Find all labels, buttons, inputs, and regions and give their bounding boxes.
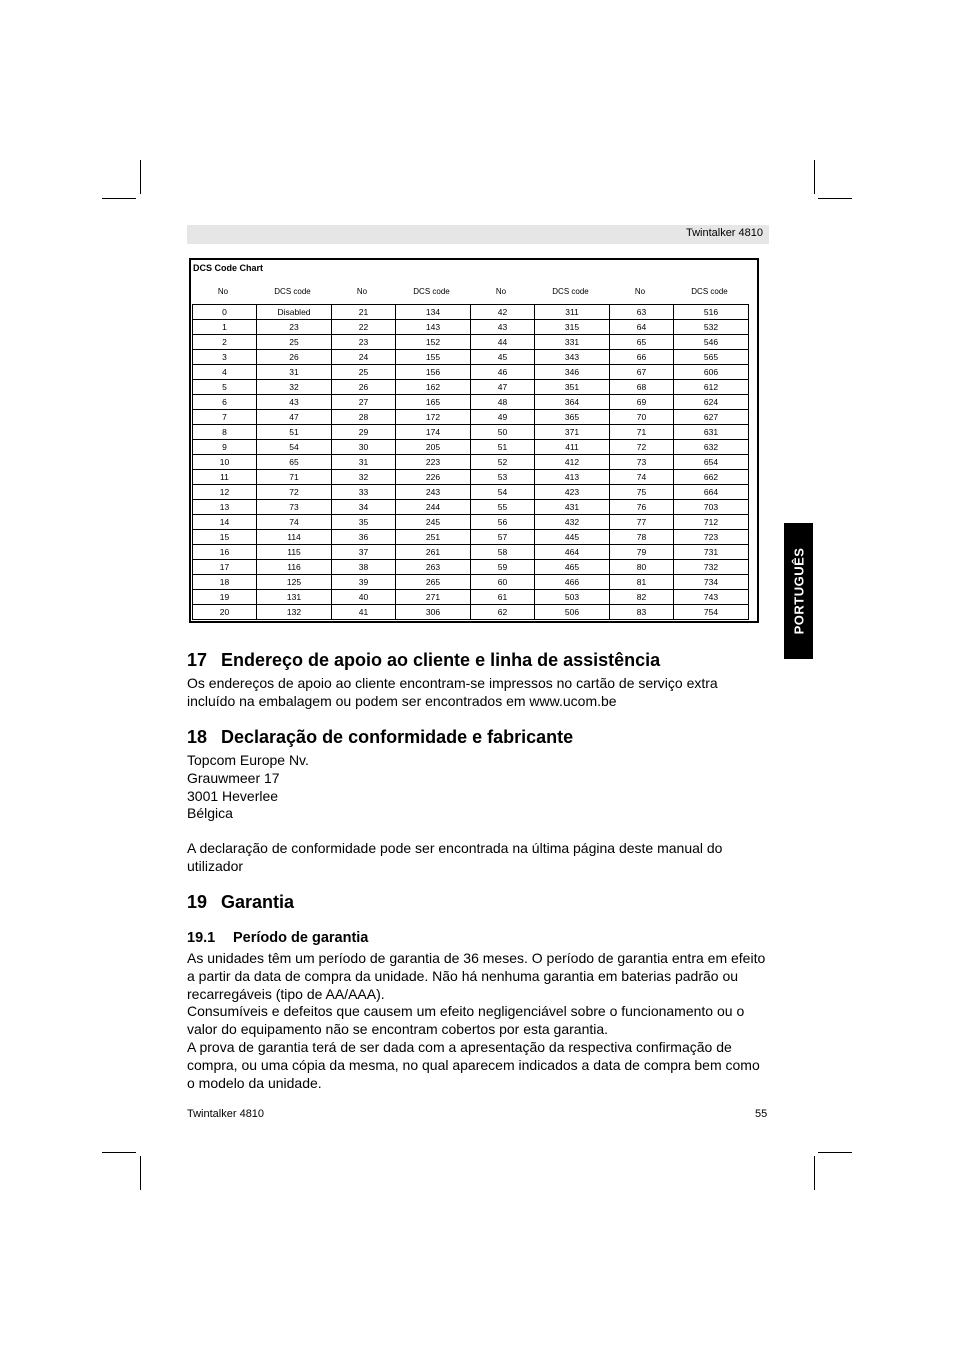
- channel-number-cell: 41: [332, 605, 396, 620]
- dcs-code-cell: 25: [257, 335, 332, 350]
- channel-number-cell: 78: [610, 530, 674, 545]
- crop-mark: [140, 160, 141, 194]
- channel-number-cell: 34: [332, 500, 396, 515]
- table-row: [193, 335, 749, 350]
- channel-number-cell: 81: [610, 575, 674, 590]
- channel-number-cell: 28: [332, 410, 396, 425]
- channel-number-cell: 29: [332, 425, 396, 440]
- dcs-code-cell: 156: [396, 365, 471, 380]
- channel-number-cell: 19: [193, 590, 257, 605]
- crop-mark: [102, 1152, 136, 1153]
- dcs-column-header: DCS code: [691, 287, 728, 296]
- dcs-code-cell: 244: [396, 500, 471, 515]
- dcs-code-cell: 364: [535, 395, 610, 410]
- table-row: [193, 500, 749, 515]
- header-title: Twintalker 4810: [685, 227, 763, 239]
- channel-number-cell: 10: [193, 455, 257, 470]
- channel-number-cell: 22: [332, 320, 396, 335]
- dcs-code-cell: 223: [396, 455, 471, 470]
- channel-number-cell: 47: [471, 380, 535, 395]
- dcs-code-cell: 466: [535, 575, 610, 590]
- table-row: [193, 455, 749, 470]
- dcs-code-cell: 431: [535, 500, 610, 515]
- channel-number-cell: 37: [332, 545, 396, 560]
- channel-number-cell: 23: [332, 335, 396, 350]
- channel-number-cell: 62: [471, 605, 535, 620]
- dcs-code-cell: 174: [396, 425, 471, 440]
- section-number: 18: [187, 727, 208, 747]
- dcs-code-cell: 632: [674, 440, 749, 455]
- text-line: Os endereços de apoio ao cliente encontram-se impressos no cartão de serviço extra: [187, 675, 718, 691]
- channel-number-cell: 16: [193, 545, 257, 560]
- text-line: Consumíveis e defeitos que causem um efeito negligenciável sobre o funcionamento ou o: [187, 1003, 745, 1020]
- footer-product-name: Twintalker 4810: [187, 1108, 265, 1120]
- section-title: Declaração de conformidade e fabricante: [221, 727, 574, 747]
- page-header: [187, 225, 769, 244]
- channel-number-cell: 31: [332, 455, 396, 470]
- channel-number-cell: 36: [332, 530, 396, 545]
- section-number: 17: [187, 650, 208, 670]
- channel-number-cell: 55: [471, 500, 535, 515]
- dcs-code-cell: 205: [396, 440, 471, 455]
- crop-mark: [814, 160, 815, 194]
- dcs-code-cell: 306: [396, 605, 471, 620]
- dcs-column-header: DCS code: [413, 287, 450, 296]
- channel-number-cell: 12: [193, 485, 257, 500]
- table-row: [193, 485, 749, 500]
- dcs-column-header: No: [634, 287, 646, 296]
- subsection-number: 19.1: [187, 930, 216, 946]
- section-title: Endereço de apoio ao cliente e linha de assistência: [221, 650, 661, 670]
- dcs-code-cell: 162: [396, 380, 471, 395]
- channel-number-cell: 30: [332, 440, 396, 455]
- table-row: [193, 530, 749, 545]
- dcs-code-cell: 734: [674, 575, 749, 590]
- channel-number-cell: 24: [332, 350, 396, 365]
- dcs-code-cell: 114: [257, 530, 332, 545]
- channel-number-cell: 83: [610, 605, 674, 620]
- channel-number-cell: 40: [332, 590, 396, 605]
- channel-number-cell: 5: [193, 380, 257, 395]
- channel-number-cell: 33: [332, 485, 396, 500]
- channel-number-cell: 20: [193, 605, 257, 620]
- dcs-code-cell: 116: [257, 560, 332, 575]
- address-line: 3001 Heverlee: [187, 787, 279, 804]
- dcs-code-cell: 516: [674, 305, 749, 320]
- dcs-code-cell: 445: [535, 530, 610, 545]
- dcs-code-cell: 315: [535, 320, 610, 335]
- channel-number-cell: 18: [193, 575, 257, 590]
- dcs-column-header: No: [356, 287, 368, 296]
- channel-number-cell: 8: [193, 425, 257, 440]
- channel-number-cell: 13: [193, 500, 257, 515]
- channel-number-cell: 48: [471, 395, 535, 410]
- section-18-text: [187, 840, 772, 876]
- dcs-code-cell: 251: [396, 530, 471, 545]
- dcs-code-cell: 263: [396, 560, 471, 575]
- dcs-code-cell: 546: [674, 335, 749, 350]
- channel-number-cell: 49: [471, 410, 535, 425]
- dcs-code-cell: 65: [257, 455, 332, 470]
- section-title: Garantia: [221, 892, 295, 912]
- channel-number-cell: 25: [332, 365, 396, 380]
- dcs-code-cell: 155: [396, 350, 471, 365]
- channel-number-cell: 75: [610, 485, 674, 500]
- table-row: [193, 560, 749, 575]
- dcs-code-cell: 411: [535, 440, 610, 455]
- table-row: [193, 515, 749, 530]
- dcs-code-cell: 172: [396, 410, 471, 425]
- dcs-code-cell: 265: [396, 575, 471, 590]
- channel-number-cell: 64: [610, 320, 674, 335]
- dcs-code-cell: 627: [674, 410, 749, 425]
- channel-number-cell: 7: [193, 410, 257, 425]
- crop-mark: [814, 1156, 815, 1190]
- channel-number-cell: 82: [610, 590, 674, 605]
- dcs-code-cell: 413: [535, 470, 610, 485]
- dcs-code-cell: 243: [396, 485, 471, 500]
- dcs-code-cell: 532: [674, 320, 749, 335]
- dcs-code-cell: 72: [257, 485, 332, 500]
- channel-number-cell: 35: [332, 515, 396, 530]
- text-line: compra, ou uma cópia da mesma, no qual aparecem indicados a data de compra bem como: [187, 1056, 760, 1073]
- subsection-title: Período de garantia: [233, 930, 369, 946]
- dcs-chart-header-row: [191, 286, 757, 298]
- dcs-code-cell: 565: [674, 350, 749, 365]
- channel-number-cell: 53: [471, 470, 535, 485]
- channel-number-cell: 56: [471, 515, 535, 530]
- section-17-heading: [187, 650, 660, 671]
- dcs-code-cell: 503: [535, 590, 610, 605]
- dcs-code-cell: 743: [674, 590, 749, 605]
- dcs-code-cell: 23: [257, 320, 332, 335]
- section-19-1-text: [187, 950, 772, 1092]
- channel-number-cell: 43: [471, 320, 535, 335]
- channel-number-cell: 72: [610, 440, 674, 455]
- dcs-code-cell: 74: [257, 515, 332, 530]
- address-line: Grauwmeer 17: [187, 769, 280, 786]
- dcs-code-cell: 132: [257, 605, 332, 620]
- crop-mark: [102, 198, 136, 199]
- table-row: [193, 470, 749, 485]
- dcs-code-cell: 143: [396, 320, 471, 335]
- channel-number-cell: 52: [471, 455, 535, 470]
- channel-number-cell: 71: [610, 425, 674, 440]
- channel-number-cell: 6: [193, 395, 257, 410]
- dcs-code-cell: 152: [396, 335, 471, 350]
- dcs-chart-title: DCS Code Chart: [193, 263, 264, 273]
- dcs-code-cell: 506: [535, 605, 610, 620]
- channel-number-cell: 9: [193, 440, 257, 455]
- dcs-code-cell: 432: [535, 515, 610, 530]
- channel-number-cell: 70: [610, 410, 674, 425]
- dcs-code-cell: 731: [674, 545, 749, 560]
- dcs-column-header: No: [495, 287, 507, 296]
- dcs-code-cell: 32: [257, 380, 332, 395]
- channel-number-cell: 4: [193, 365, 257, 380]
- dcs-code-cell: 115: [257, 545, 332, 560]
- channel-number-cell: 50: [471, 425, 535, 440]
- channel-number-cell: 68: [610, 380, 674, 395]
- dcs-code-table: [192, 304, 749, 620]
- dcs-code-cell: 261: [396, 545, 471, 560]
- table-row: [193, 350, 749, 365]
- table-row: [193, 440, 749, 455]
- channel-number-cell: 3: [193, 350, 257, 365]
- dcs-column-header: DCS code: [552, 287, 589, 296]
- dcs-code-cell: 465: [535, 560, 610, 575]
- dcs-code-cell: 226: [396, 470, 471, 485]
- channel-number-cell: 66: [610, 350, 674, 365]
- table-row: [193, 590, 749, 605]
- dcs-code-cell: 365: [535, 410, 610, 425]
- channel-number-cell: 38: [332, 560, 396, 575]
- dcs-code-cell: 662: [674, 470, 749, 485]
- text-line: a partir da data de compra da unidade. Não há nenhuma garantia em baterias padrão ou: [187, 967, 739, 984]
- channel-number-cell: 58: [471, 545, 535, 560]
- dcs-code-cell: 723: [674, 530, 749, 545]
- dcs-code-cell: 131: [257, 590, 332, 605]
- dcs-code-cell: 754: [674, 605, 749, 620]
- dcs-code-cell: 125: [257, 575, 332, 590]
- dcs-code-cell: 331: [535, 335, 610, 350]
- manufacturer-address: [187, 752, 772, 823]
- text-line: o modelo da unidade.: [187, 1074, 322, 1091]
- text-line: incluído na embalagem ou podem ser encontrados em www.ucom.be: [187, 692, 617, 709]
- dcs-code-cell: 732: [674, 560, 749, 575]
- channel-number-cell: 76: [610, 500, 674, 515]
- dcs-code-cell: 612: [674, 380, 749, 395]
- channel-number-cell: 79: [610, 545, 674, 560]
- dcs-code-cell: 311: [535, 305, 610, 320]
- dcs-code-cell: 346: [535, 365, 610, 380]
- channel-number-cell: 46: [471, 365, 535, 380]
- dcs-code-cell: 343: [535, 350, 610, 365]
- dcs-code-cell: 31: [257, 365, 332, 380]
- channel-number-cell: 32: [332, 470, 396, 485]
- section-17-text: [187, 675, 772, 711]
- channel-number-cell: 74: [610, 470, 674, 485]
- channel-number-cell: 27: [332, 395, 396, 410]
- channel-number-cell: 69: [610, 395, 674, 410]
- dcs-code-cell: 73: [257, 500, 332, 515]
- text-line: A prova de garantia terá de ser dada com a apresentação da respectiva confirmação de: [187, 1038, 732, 1055]
- dcs-code-cell: 412: [535, 455, 610, 470]
- channel-number-cell: 59: [471, 560, 535, 575]
- dcs-code-cell: 464: [535, 545, 610, 560]
- dcs-code-cell: Disabled: [257, 305, 332, 320]
- channel-number-cell: 26: [332, 380, 396, 395]
- channel-number-cell: 42: [471, 305, 535, 320]
- table-row: [193, 305, 749, 320]
- dcs-code-cell: 51: [257, 425, 332, 440]
- channel-number-cell: 14: [193, 515, 257, 530]
- table-row: [193, 395, 749, 410]
- dcs-code-cell: 423: [535, 485, 610, 500]
- section-number: 19: [187, 892, 208, 912]
- dcs-code-cell: 631: [674, 425, 749, 440]
- text-line: As unidades têm um período de garantia de 36 meses. O período de garantia entra em efeito: [187, 950, 766, 966]
- text-line: A declaração de conformidade pode ser encontrada na última página deste manual do: [187, 840, 723, 856]
- channel-number-cell: 21: [332, 305, 396, 320]
- channel-number-cell: 44: [471, 335, 535, 350]
- dcs-code-cell: 43: [257, 395, 332, 410]
- crop-mark: [818, 198, 852, 199]
- channel-number-cell: 45: [471, 350, 535, 365]
- dcs-code-cell: 165: [396, 395, 471, 410]
- table-row: [193, 320, 749, 335]
- page-number: 55: [755, 1108, 768, 1120]
- dcs-code-chart: [189, 258, 759, 623]
- dcs-code-cell: 245: [396, 515, 471, 530]
- dcs-code-cell: 624: [674, 395, 749, 410]
- dcs-code-cell: 26: [257, 350, 332, 365]
- table-row: [193, 410, 749, 425]
- table-row: [193, 380, 749, 395]
- text-line: recarregáveis (tipo de AA/AAA).: [187, 985, 385, 1002]
- channel-number-cell: 17: [193, 560, 257, 575]
- dcs-code-cell: 351: [535, 380, 610, 395]
- table-row: [193, 545, 749, 560]
- channel-number-cell: 63: [610, 305, 674, 320]
- text-line: valor do equipamento não se encontram cobertos por esta garantia.: [187, 1021, 609, 1038]
- channel-number-cell: 77: [610, 515, 674, 530]
- channel-number-cell: 11: [193, 470, 257, 485]
- dcs-code-cell: 54: [257, 440, 332, 455]
- dcs-code-cell: 654: [674, 455, 749, 470]
- dcs-code-cell: 703: [674, 500, 749, 515]
- subsection-19-1-heading: [187, 930, 368, 946]
- dcs-code-cell: 71: [257, 470, 332, 485]
- section-18-heading: [187, 727, 573, 748]
- channel-number-cell: 67: [610, 365, 674, 380]
- dcs-column-header: DCS code: [274, 287, 311, 296]
- dcs-code-cell: 271: [396, 590, 471, 605]
- text-line: utilizador: [187, 857, 244, 874]
- address-line: Bélgica: [187, 805, 233, 822]
- channel-number-cell: 51: [471, 440, 535, 455]
- channel-number-cell: 1: [193, 320, 257, 335]
- channel-number-cell: 65: [610, 335, 674, 350]
- address-line: Topcom Europe Nv.: [187, 752, 309, 768]
- language-tab: [784, 523, 813, 659]
- dcs-code-cell: 134: [396, 305, 471, 320]
- channel-number-cell: 54: [471, 485, 535, 500]
- dcs-column-header: No: [217, 287, 229, 296]
- dcs-code-cell: 371: [535, 425, 610, 440]
- dcs-code-cell: 712: [674, 515, 749, 530]
- table-row: [193, 605, 749, 620]
- channel-number-cell: 15: [193, 530, 257, 545]
- crop-mark: [140, 1156, 141, 1190]
- dcs-code-cell: 664: [674, 485, 749, 500]
- channel-number-cell: 0: [193, 305, 257, 320]
- language-tab-label: PORTUGUÊS: [791, 547, 806, 635]
- channel-number-cell: 60: [471, 575, 535, 590]
- dcs-code-cell: 47: [257, 410, 332, 425]
- channel-number-cell: 57: [471, 530, 535, 545]
- channel-number-cell: 2: [193, 335, 257, 350]
- table-row: [193, 425, 749, 440]
- dcs-code-cell: 606: [674, 365, 749, 380]
- channel-number-cell: 39: [332, 575, 396, 590]
- table-row: [193, 575, 749, 590]
- channel-number-cell: 80: [610, 560, 674, 575]
- channel-number-cell: 61: [471, 590, 535, 605]
- section-19-heading: [187, 892, 294, 913]
- channel-number-cell: 73: [610, 455, 674, 470]
- table-row: [193, 365, 749, 380]
- crop-mark: [818, 1152, 852, 1153]
